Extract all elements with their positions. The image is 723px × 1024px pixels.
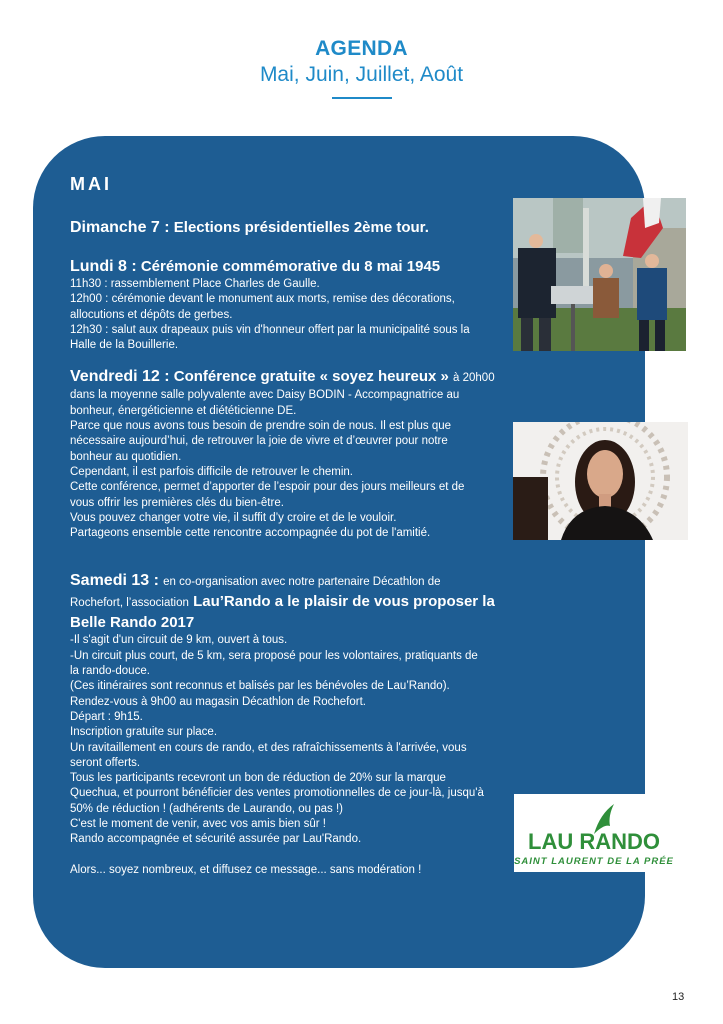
event-title-2: Belle Rando 2017 bbox=[70, 614, 195, 632]
event-text: Tous les participants recevront un bon de réduction de 20% sur la marque bbox=[70, 772, 446, 785]
logo-tagline: SAINT LAURENT DE LA PRÉE bbox=[514, 856, 674, 867]
event-text: 12h30 : salut aux drapeaux puis vin d'honneur offert par la municipalité sous la bbox=[70, 323, 470, 336]
event-lundi-8 bbox=[70, 257, 512, 353]
event-text: 12h00 : cérémonie devant le monument aux morts, remise des décorations, bbox=[70, 293, 455, 306]
event-text: 11h30 : rassemblement Place Charles de Gaulle. bbox=[70, 278, 320, 290]
event-text: nécessaire aujourd’hui, de retrouver la joie de vivre et d’œuvrer pour notre bbox=[70, 435, 448, 448]
event-intro-2: Rochefort, l’association bbox=[70, 597, 189, 610]
event-heading bbox=[70, 571, 512, 592]
page-subtitle: Mai, Juin, Juillet, Août bbox=[259, 63, 464, 86]
event-text: Un ravitaillement en cours de rando, et des rafraîchissements à l'arrivée, vous bbox=[70, 741, 467, 754]
event-title: Cérémonie commémorative du 8 mai 1945 bbox=[140, 258, 441, 275]
event-text: seront offerts. bbox=[70, 756, 141, 769]
event-vendredi-12 bbox=[70, 367, 512, 541]
agenda-content bbox=[70, 174, 512, 878]
event-closing: Alors... soyez nombreux, et diffusez ce message... sans modération ! bbox=[70, 863, 422, 876]
event-text: bonheur au quotidien. bbox=[70, 450, 182, 463]
event-text: C'est le moment de venir, avec vos amis bien sûr ! bbox=[70, 818, 326, 831]
laurando-logo-graphic bbox=[514, 794, 674, 872]
event-day: Vendredi 12 : bbox=[70, 368, 170, 386]
event-heading bbox=[70, 367, 512, 388]
event-day: Dimanche 7 : bbox=[70, 219, 170, 236]
laurando-logo bbox=[514, 794, 674, 872]
event-text: bonheur, énergéticienne et diététicienne DE. bbox=[70, 404, 297, 417]
event-title: Lau’Rando a le plaisir de vous proposer la bbox=[193, 593, 495, 611]
event-text: Départ : 9h15. bbox=[70, 710, 143, 723]
month-heading: MAI bbox=[70, 174, 112, 194]
event-text: Vous pouvez changer votre vie, il suffit d’y croire et de le vouloir. bbox=[70, 511, 397, 524]
event-text: -Il s'agit d'un circuit de 9 km, ouvert à tous. bbox=[70, 634, 288, 647]
event-text: Cette conférence, permet d’apporter de l’espoir pour des jours meilleurs et de bbox=[70, 481, 465, 494]
event-text: 50% de réduction ! (adhérents de Laurando, ou pas !) bbox=[70, 802, 343, 815]
speaker-portrait-image bbox=[513, 422, 688, 540]
event-text: Parce que nous avons tous besoin de prendre soin de nous. Il est plus que bbox=[70, 420, 452, 433]
page-number: 13 bbox=[672, 991, 685, 1003]
event-dimanche-7 bbox=[70, 218, 512, 238]
event-text: Quechua, et pourront bénéficier des ventes promotionnelles de ce jour-là, jusqu'à bbox=[70, 787, 484, 800]
title-divider bbox=[332, 97, 392, 99]
event-heading bbox=[70, 218, 512, 238]
ceremony-photo bbox=[513, 198, 686, 351]
event-text: -Un circuit plus court, de 5 km, sera proposé pour les volontaires, pratiquants de bbox=[70, 649, 478, 662]
event-text: la rando-douce. bbox=[70, 665, 150, 678]
event-text: dans la moyenne salle polyvalente avec Daisy BODIN - Accompagnatrice au bbox=[70, 389, 460, 402]
event-text: Rendez-vous à 9h00 au magasin Décathlon de Rochefort. bbox=[70, 695, 366, 708]
event-heading bbox=[70, 257, 512, 277]
event-text: Halle de la Bouillerie. bbox=[70, 339, 179, 352]
event-text: (Ces itinéraires sont reconnus et balisés par les bénévoles de Lau’Rando). bbox=[70, 680, 450, 693]
speaker-portrait-photo bbox=[513, 422, 688, 540]
event-day: Lundi 8 : bbox=[70, 258, 137, 275]
event-text: allocutions et dépôts de gerbes. bbox=[70, 308, 233, 321]
event-title: Conférence gratuite « soyez heureux » bbox=[173, 368, 449, 386]
event-text: Rando accompagnée et sécurité assurée par Lau'Rando. bbox=[70, 833, 362, 846]
logo-name: LAU RANDO bbox=[528, 829, 660, 854]
event-text: Cependant, il est parfois difficile de retrouver le chemin. bbox=[70, 465, 353, 478]
event-samedi-13 bbox=[70, 571, 512, 877]
ceremony-photo-image bbox=[513, 198, 686, 351]
page-header bbox=[0, 36, 723, 99]
event-text: vous offrir les premières clés du bien-être. bbox=[70, 496, 284, 509]
event-title: Elections présidentielles 2ème tour. bbox=[173, 219, 429, 236]
event-day: Samedi 13 : bbox=[70, 572, 159, 590]
event-time: à 20h00 bbox=[453, 372, 495, 385]
event-intro: en co-organisation avec notre partenaire Décathlon de bbox=[163, 576, 441, 589]
page-title: AGENDA bbox=[315, 37, 408, 60]
event-heading-cont bbox=[70, 592, 512, 613]
event-text: Partageons ensemble cette rencontre accompagnée du pot de l'amitié. bbox=[70, 527, 431, 540]
spacer bbox=[70, 848, 512, 863]
event-text: Inscription gratuite sur place. bbox=[70, 726, 218, 739]
